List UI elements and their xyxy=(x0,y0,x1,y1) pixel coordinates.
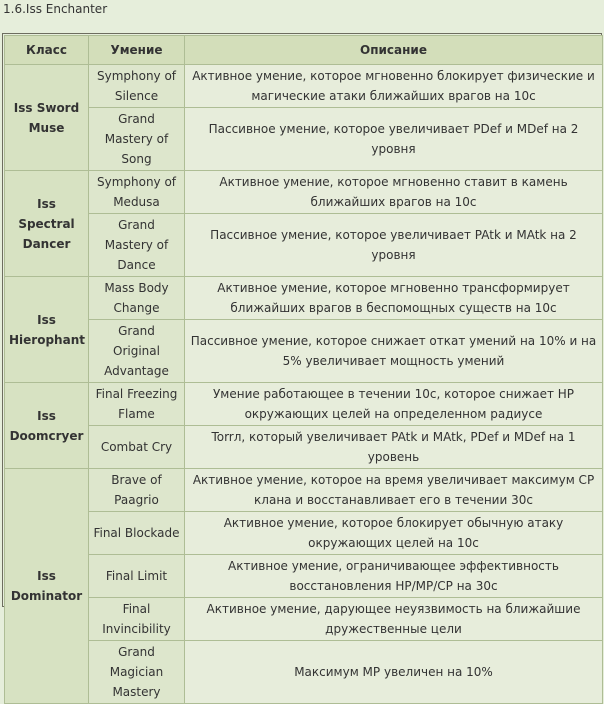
header-description: Описание xyxy=(185,36,603,65)
skill-cell: Grand Mastery of Song xyxy=(89,108,185,171)
skill-cell: Grand Mastery of Dance xyxy=(89,214,185,277)
description-cell: Активное умение, дарующее неуязвимость на ближайшие дружественные цели xyxy=(185,598,603,641)
table-row xyxy=(5,641,603,704)
description-cell: Активное умение, которое на время увеличивает максимум CP клана и восстанавливает его в течении 30с xyxy=(185,469,603,512)
table-row xyxy=(5,214,603,277)
table-row xyxy=(5,277,603,320)
skill-cell: Brave of Paagrio xyxy=(89,469,185,512)
header-class: Класс xyxy=(5,36,89,65)
table-row xyxy=(5,320,603,383)
table-row xyxy=(5,171,603,214)
skill-cell: Grand Magician Mastery xyxy=(89,641,185,704)
table-row xyxy=(5,426,603,469)
description-cell: Пассивное умение, которое увеличивает PDef и MDef на 2 уровня xyxy=(185,108,603,171)
table-row xyxy=(5,383,603,426)
description-cell: Пассивное умение, которое увеличивает PAtk и MAtk на 2 уровня xyxy=(185,214,603,277)
table-row xyxy=(5,512,603,555)
skill-cell: Final Limit xyxy=(89,555,185,598)
skill-cell: Grand Original Advantage xyxy=(89,320,185,383)
table-row xyxy=(5,598,603,641)
table-row xyxy=(5,555,603,598)
skill-cell: Symphony of Medusa xyxy=(89,171,185,214)
skill-cell: Final Blockade xyxy=(89,512,185,555)
description-cell: Максимум MP увеличен на 10% xyxy=(185,641,603,704)
table-header-row xyxy=(5,36,603,65)
table-row xyxy=(5,65,603,108)
skill-cell: Final Freezing Flame xyxy=(89,383,185,426)
description-cell: Torrл, который увеличивает PAtk и MAtk, PDef и MDef на 1 уровень xyxy=(185,426,603,469)
class-cell-sword-muse: Iss Sword Muse xyxy=(5,65,89,171)
description-cell: Пассивное умение, которое снижает откат умений на 10% и на 5% увеличивает мощность умений xyxy=(185,320,603,383)
description-cell: Активное умение, которое мгновенно ставит в камень ближайших врагов на 10с xyxy=(185,171,603,214)
class-cell-doomcryer: Iss Doomcryer xyxy=(5,383,89,469)
description-cell: Активное умение, которое блокирует обычную атаку окружающих целей на 10с xyxy=(185,512,603,555)
table-row xyxy=(5,469,603,512)
description-cell: Активное умение, которое мгновенно блокирует физические и магические атаки ближайших врагов на 10с xyxy=(185,65,603,108)
description-cell: Активное умение, которое мгновенно трансформирует ближайших врагов в беспомощных существ на 10с xyxy=(185,277,603,320)
skill-cell: Final Invincibility xyxy=(89,598,185,641)
class-cell-dominator: Iss Dominator xyxy=(5,469,89,704)
skill-cell: Mass Body Change xyxy=(89,277,185,320)
table-row xyxy=(5,108,603,171)
class-cell-hierophant: Iss Hierophant xyxy=(5,277,89,383)
class-cell-spectral-dancer: Iss Spectral Dancer xyxy=(5,171,89,277)
description-cell: Активное умение, ограничивающее эффективность восстановления HP/MP/CP на 30с xyxy=(185,555,603,598)
skill-cell: Combat Cry xyxy=(89,426,185,469)
skill-cell: Symphony of Silence xyxy=(89,65,185,108)
skills-table xyxy=(4,35,603,704)
page-heading: 1.6.Iss Enchanter xyxy=(3,2,108,16)
header-skill: Умение xyxy=(89,36,185,65)
description-cell: Умение работающее в течении 10с, которое снижает HP окружающих целей на определенном радиусе xyxy=(185,383,603,426)
